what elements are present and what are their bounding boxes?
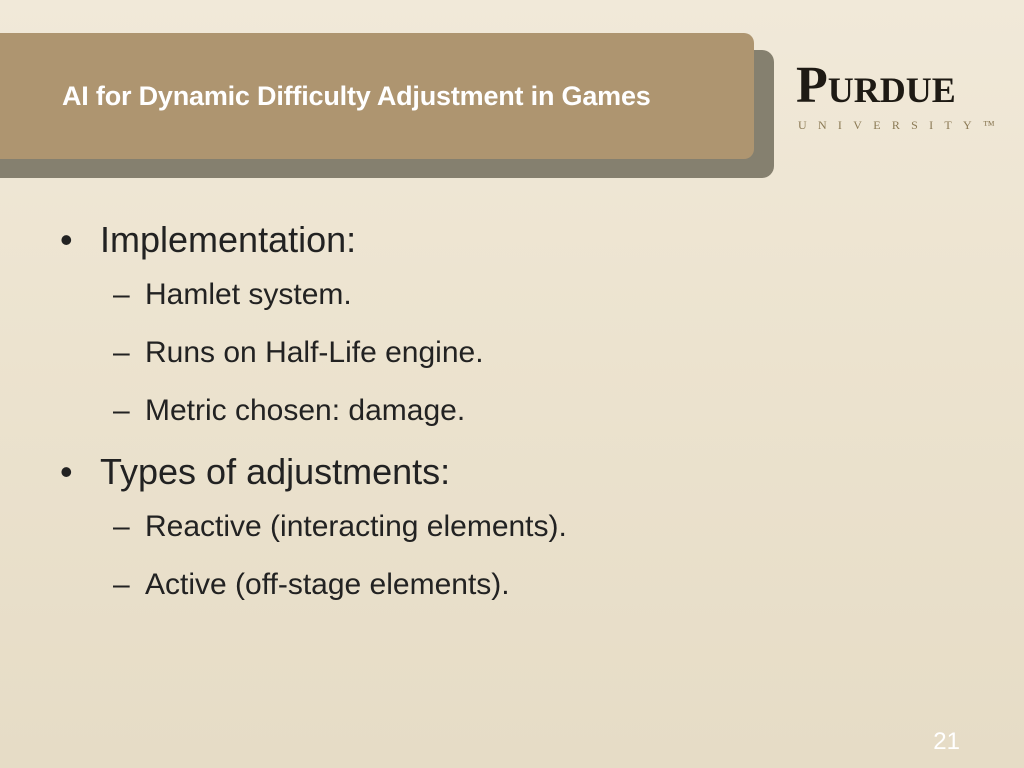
sub-bullet-item — [113, 556, 960, 614]
sub-bullet-item — [113, 382, 960, 440]
sub-bullet-dash-icon: – — [113, 394, 130, 427]
sub-bullet-item — [113, 324, 960, 382]
sub-bullet-text: Active (off-stage elements). — [145, 568, 510, 601]
logo-subtitle: UNIVERSITY™ — [798, 118, 1007, 132]
sub-bullet-dash-icon: – — [113, 336, 130, 369]
slide-body — [60, 214, 960, 614]
sub-bullet-text: Metric chosen: damage. — [145, 394, 466, 427]
bullet-text: Types of adjustments: — [100, 451, 451, 492]
bullet-item — [60, 446, 960, 498]
sub-bullet-item — [113, 498, 960, 556]
sub-bullet-dash-icon: – — [113, 278, 130, 311]
sub-bullet-text: Runs on Half-Life engine. — [145, 336, 484, 369]
sub-bullet-item — [113, 266, 960, 324]
sub-bullet-text: Reactive (interacting elements). — [145, 510, 567, 543]
slide-title: AI for Dynamic Difficulty Adjustment in Games — [62, 80, 651, 111]
bullet-item — [60, 214, 960, 266]
page-number: 21 — [933, 728, 960, 755]
purdue-logo — [796, 57, 1014, 140]
sub-bullet-dash-icon: – — [113, 510, 130, 543]
sub-bullet-text: Hamlet system. — [145, 278, 352, 311]
bullet-dot-icon: • — [60, 219, 73, 260]
bullet-text: Implementation: — [100, 219, 357, 260]
bullet-dot-icon: • — [60, 451, 73, 492]
sub-bullet-dash-icon: – — [113, 568, 130, 601]
logo-wordmark: Purdue — [796, 57, 956, 114]
title-bar — [0, 33, 754, 159]
